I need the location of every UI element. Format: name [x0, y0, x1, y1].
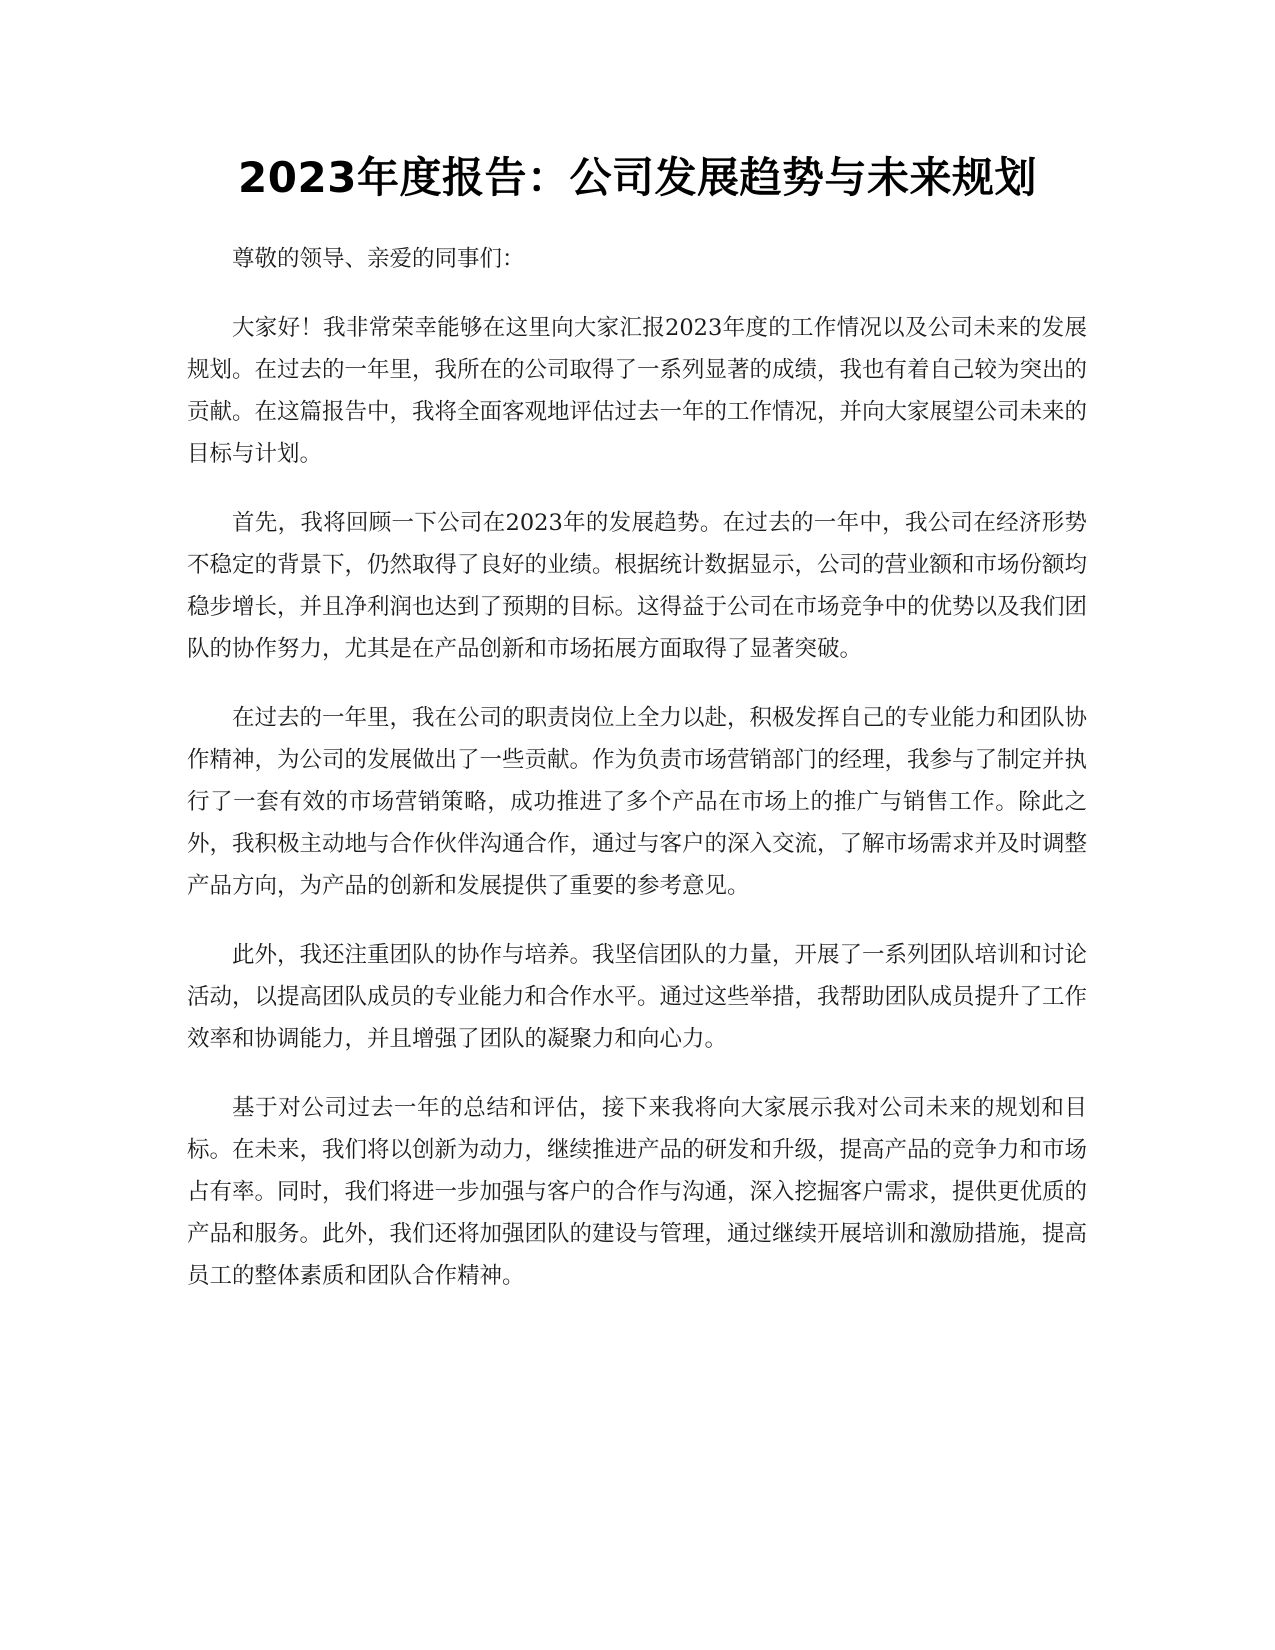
paragraph: 在过去的一年里，我在公司的职责岗位上全力以赴，积极发挥自己的专业能力和团队协作精神，为公司的发展做出了一些贡献。作为负责市场营销部门的经理，我参与了制定并执行了一套有效的市场营销策略，成功推进了多个产品在市场上的推广与销售工作。除此之外，我积极主动地与合作伙伴沟通合作，通过与客户的深入交流，了解市场需求并及时调整产品方向，为产品的创新和发展提供了重要的参考意见。: [187, 705, 1088, 899]
document-title: 2023年度报告：公司发展趋势与未来规划: [238, 153, 1037, 202]
paragraph: 此外，我还注重团队的协作与培养。我坚信团队的力量，开展了一系列团队培训和讨论活动，以提高团队成员的专业能力和合作水平。通过这些举措，我帮助团队成员提升了工作效率和协调能力，并且增强了团队的凝聚力和向心力。: [187, 942, 1088, 1052]
document-body: [187, 238, 1087, 1324]
salutation: 尊敬的领导、亲爱的同事们：: [232, 246, 525, 272]
paragraph: 大家好！我非常荣幸能够在这里向大家汇报2023年度的工作情况以及公司未来的发展规划。在过去的一年里，我所在的公司取得了一系列显著的成绩，我也有着自己较为突出的贡献。在这篇报告中，我将全面客观地评估过去一年的工作情况，并向大家展望公司未来的目标与计划。: [187, 315, 1088, 467]
paragraph: 首先，我将回顾一下公司在2023年的发展趋势。在过去的一年中，我公司在经济形势不稳定的背景下，仍然取得了良好的业绩。根据统计数据显示，公司的营业额和市场份额均稳步增长，并且净利润也达到了预期的目标。这得益于公司在市场竞争中的优势以及我们团队的协作努力，尤其是在产品创新和市场拓展方面取得了显著突破。: [187, 510, 1088, 662]
paragraph: 基于对公司过去一年的总结和评估，接下来我将向大家展示我对公司未来的规划和目标。在未来，我们将以创新为动力，继续推进产品的研发和升级，提高产品的竞争力和市场占有率。同时，我们将进一步加强与客户的合作与沟通，深入挖掘客户需求，提供更优质的产品和服务。此外，我们还将加强团队的建设与管理，通过继续开展培训和激励措施，提高员工的整体素质和团队合作精神。: [187, 1095, 1088, 1289]
